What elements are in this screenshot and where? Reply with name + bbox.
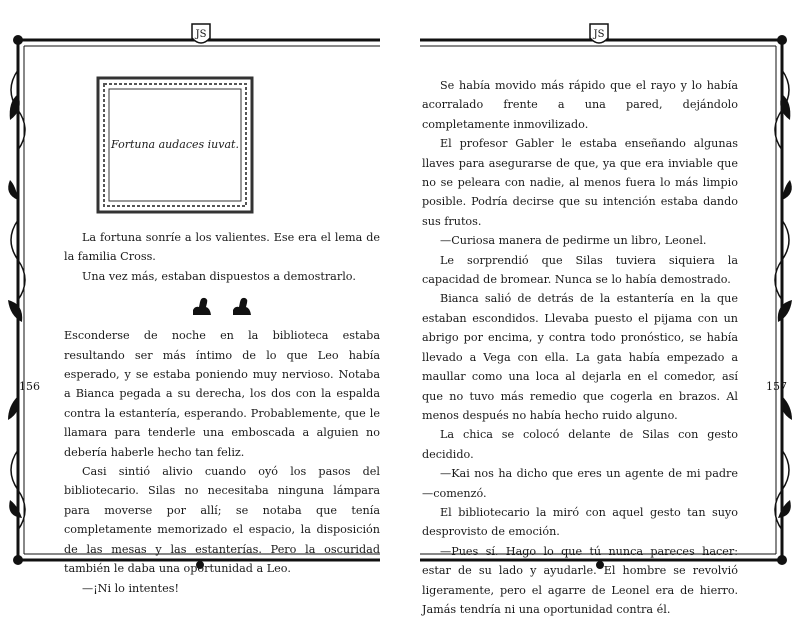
svg-text:JS: JS	[593, 29, 605, 40]
epigraph-frame	[96, 76, 254, 214]
monogram-emblem-icon	[588, 20, 610, 48]
page-number-left: 156	[19, 380, 40, 393]
paragraph: La fortuna sonríe a los valientes. Ese era el lema de la familia Cross.	[64, 231, 380, 264]
paragraph: Se había movido más rápido que el rayo y lo había acorralado frente a una pared, dejándolo completamente inmovilizado.	[422, 79, 738, 131]
paragraph: La chica se colocó delante de Silas con gesto decidido.	[422, 428, 738, 461]
paragraph: Bianca salió de detrás de la estantería en la que estaban escondidos. Llevaba puesto el pijama con un abrigo por encima, y contra todo pronóstico, se había llevado a Vega con ella. La gata había empezado a maullar como una loca al dejarla en el comedor, así que no tuvo más remedio que cogerla en brazos. Al menos después no había hecho ruido alguno.	[422, 292, 738, 422]
svg-text:JS: JS	[195, 29, 207, 40]
paragraph: —Curiosa manera de pedirme un libro, Leonel.	[440, 234, 707, 248]
monogram-emblem-icon	[190, 20, 212, 48]
paragraph: Casi sintió alivio cuando oyó los pasos del bibliotecario. Silas no necesitaba ninguna lámpara para moverse por allí; se notaba que tenía completamente memorizado el espacio, la disposición de las mesas y las estanterías. Pero la oscuridad también le daba una oportunidad a Leo.	[64, 465, 380, 576]
left-page	[64, 76, 380, 598]
paragraph: El profesor Gabler le estaba enseñando algunas llaves para asegurarse de que, ya que era inviable que no se pelearа con nadie, al menos fuera lo más limpio posible. Podría decirse que su intención estaba dando sus frutos.	[422, 137, 738, 228]
paragraph: —Kai nos ha dicho que eres un agente de mi padre —comenzó.	[422, 467, 738, 500]
paragraph: El bibliotecario la miró con aquel gesto tan suyo desprovisto de emoción.	[422, 505, 738, 539]
paragraph: —Pues sí. Hago lo que tú nunca pareces hacer: estar de su lado y ayudarle. El hombre se revolvió ligeramente, pero el agarre de Leonel era de hierro. Jamás tendría ni una oportunidad contra él.	[422, 544, 738, 616]
paragraph: Una vez más, estaban dispuestos a demostrarlo.	[82, 269, 356, 283]
paragraph: Le sorprendió que Silas tuviera siquiera la capacidad de bromear. Nunca se lo había demostrado.	[422, 253, 738, 287]
section-break-ornament	[64, 296, 380, 318]
sphinx-ornament-icon	[231, 296, 253, 316]
sphinx-ornament-icon	[191, 296, 213, 316]
paragraph: Esconderse de noche en la biblioteca estaba resultando ser más íntimo de lo que Leo había esperado, y se estaba poniendo muy nervioso. Notaba a Bianca pegada a su derecha, los dos con la espalda contra la estantería, esperando. Probablemente, que le llamara para tenderle una emboscada a alguien no debería haberle hecho tan feliz.	[64, 329, 380, 459]
right-page	[422, 76, 738, 619]
epigraph-text: Fortuna audaces iuvat.	[111, 138, 239, 151]
page-number-right: 157	[766, 380, 787, 393]
paragraph: —¡Ni lo intentes!	[82, 581, 179, 595]
